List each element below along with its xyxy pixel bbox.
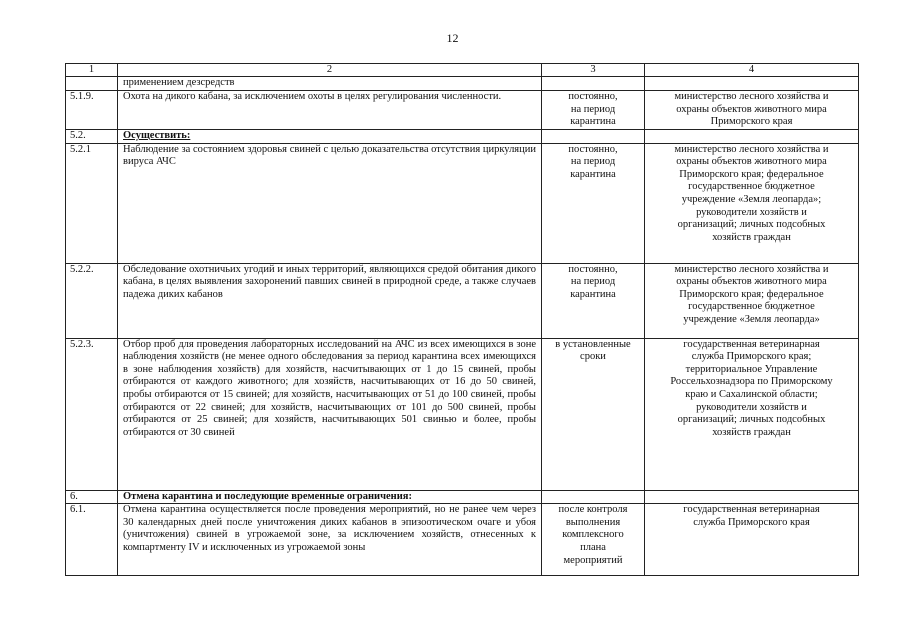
term-text: в установленные сроки [542,338,645,490]
term-text: постоянно, на период карантина [542,143,645,263]
table-row [66,504,859,576]
responsible-text: министерство лесного хозяйства и охраны объектов животного мира Приморского края; федеральное государственное бюджетное учреждение «Земля леопарда» [645,263,859,338]
row-number: 5.2.1 [66,143,118,263]
row-number: 6.1. [66,504,118,576]
responsible-text: министерство лесного хозяйства и охраны объектов животного мира Приморского края; федеральное государственное бюджетное учреждение «Земля леопарда»; руководители хозяйств и организаций; личных подсобных хозяйств граждан [645,143,859,263]
measure-text: Отбор проб для проведения лабораторных исследований на АЧС из всех имеющихся в зоне наблюдения хозяйств (не менее одного обследования за период карантина всех имеющихся в зоне наблюдения хозяйств) для хозяйств, насчитывающих от 1 до 15 свиней, пробы отбираются от каждого животного; для хозяйств, насчитывающих от 16 до 50 свиней, пробы отбираются от 15 свиней; для хозяйств, насчитывающих от 51 до 100 свиней, пробы отбираются от 22 свиней; для хозяйств, насчитывающих от 101 до 500 свиней, пробы отбираются от 25 свиней; для хозяйств, насчитывающих 501 свинью и более, пробы отбираются от 30 свиней [118,338,542,490]
responsible-text: министерство лесного хозяйства и охраны объектов животного мира Приморского края [645,91,859,130]
measure-text: Отмена карантина осуществляется после проведения мероприятий, но не ранее чем через 30 календарных дней после уничтожения диких кабанов в эпизоотическом очаге и убоя (уничтожения) свиней в угрожаемой зоне, за исключением хозяйств, отнесенных к компартменту IV и исключенных из угрожаемой зоны [118,504,542,576]
responsible-text: государственная ветеринарная служба Приморского края [645,504,859,576]
row-number [66,77,118,91]
header-col-2: 2 [118,64,542,77]
term-text: после контроля выполнения комплексного плана мероприятий [542,504,645,576]
table-row [66,338,859,490]
section-row [66,130,859,144]
row-number: 5.2.3. [66,338,118,490]
header-col-1: 1 [66,64,118,77]
table-header-row [66,64,859,77]
section-row [66,490,859,504]
continuation-text: применением дезсредств [118,77,542,91]
row-number: 5.2. [66,130,118,144]
measure-text: Охота на дикого кабана, за исключением охоты в целях регулирования численности. [118,91,542,130]
table-row [66,143,859,263]
term-text: постоянно, на период карантина [542,91,645,130]
table-row [66,91,859,130]
continuation-row [66,77,859,91]
row-number: 5.1.9. [66,91,118,130]
header-col-3: 3 [542,64,645,77]
table-row [66,263,859,338]
measure-text: Обследование охотничьих угодий и иных территорий, являющихся средой обитания дикого кабана, в целях выявления захоронений павших свиней в природной среде, а также случаев падежа диких кабанов [118,263,542,338]
section-title: Осуществить: [123,130,191,141]
measure-text: Наблюдение за состоянием здоровья свиней с целью доказательства отсутствия циркуляции вируса АЧС [118,143,542,263]
measures-table [65,63,859,576]
section-title: Отмена карантина и последующие временные ограничения: [123,490,412,502]
header-col-4: 4 [645,64,859,77]
page-number: 12 [446,31,459,45]
row-number: 6. [66,490,118,504]
responsible-text: государственная ветеринарная служба Приморского края; территориальное Управление Россельхознадзора по Приморскому краю и Сахалинской области; руководители хозяйств и организаций; личных подсобных хозяйств граждан [645,338,859,490]
row-number: 5.2.2. [66,263,118,338]
term-text: постоянно, на период карантина [542,263,645,338]
